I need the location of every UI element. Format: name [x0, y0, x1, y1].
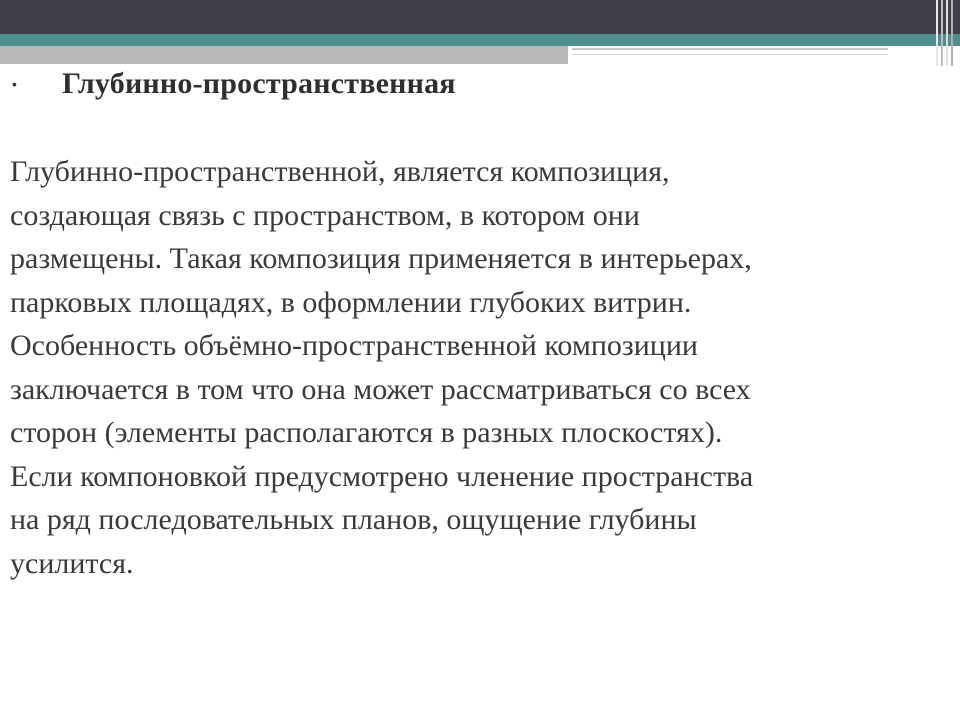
paragraph-line: усилится. [10, 546, 134, 580]
teal-accent-strip [0, 34, 960, 46]
paragraph-line: создающая связь с пространством, в котором они [10, 198, 640, 232]
decorative-line [572, 48, 888, 50]
paragraph-line: Если компоновкой предусмотрено членение пространства [10, 459, 754, 493]
ornament-stripe [951, 0, 953, 66]
decorative-line [572, 54, 888, 55]
paragraph-line: размещены. Такая композиция применяется в интерьерах, [10, 242, 752, 275]
slide-heading: Глубинно-пространственная [62, 67, 456, 100]
ornament-stripe [946, 0, 948, 66]
paragraph-line: сторон (элементы располагаются в разных плоскостях). [10, 416, 723, 449]
paragraph-line: заключается в том что она может рассматриваться со всех [10, 372, 751, 406]
corner-ornament [930, 0, 960, 66]
bullet-point: • [12, 76, 17, 92]
top-banner [0, 0, 960, 34]
ornament-stripe [936, 0, 938, 66]
body-paragraph [10, 150, 940, 585]
paragraph-line: Особенность объёмно-пространственной композиции [10, 329, 698, 362]
paragraph-line: парковых площадях, в оформлении глубоких витрин. [10, 285, 692, 319]
paragraph-line: на ряд последовательных планов, ощущение глубины [10, 503, 697, 536]
ornament-stripe [941, 0, 943, 66]
heading-row [8, 64, 456, 104]
gray-accent-strip [0, 46, 568, 64]
paragraph-line: Глубинно-пространственной, является композиция, [10, 155, 670, 188]
